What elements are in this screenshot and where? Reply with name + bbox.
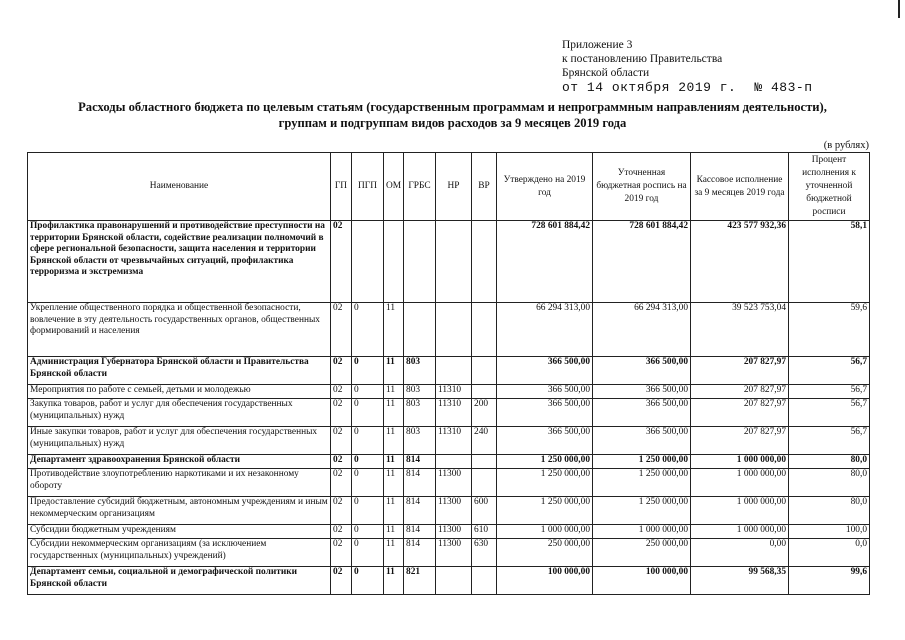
grbs-cell: 814 [404, 455, 436, 469]
percent-cell: 0,0 [789, 539, 870, 567]
grbs-cell: 803 [404, 385, 436, 399]
title-line-1: Расходы областного бюджета по целевым статьям (государственным программам и непрограммным направлениям деятельности), [78, 100, 827, 114]
table-row [28, 303, 870, 357]
header-percent: Процент исполнения к уточненной бюджетной росписи [789, 153, 870, 221]
gp-cell: 02 [331, 357, 352, 385]
vr-cell: 610 [472, 525, 497, 539]
ppgp-cell: 0 [352, 567, 384, 595]
np-cell: 11300 [436, 525, 472, 539]
np-cell: 11310 [436, 385, 472, 399]
name-cell: Закупка товаров, работ и услуг для обеспечения государственных (муниципальных) нужд [28, 399, 331, 427]
table-row [28, 539, 870, 567]
revised-cell: 366 500,00 [593, 399, 691, 427]
header-cash: Кассовое исполнение за 9 месяцев 2019 года [691, 153, 789, 221]
table-row [28, 567, 870, 595]
percent-cell: 59,6 [789, 303, 870, 357]
appendix-date-line [562, 81, 813, 95]
vr-cell: 630 [472, 539, 497, 567]
vr-cell [472, 567, 497, 595]
table-row [28, 221, 870, 303]
grbs-cell: 821 [404, 567, 436, 595]
budget-table [27, 152, 870, 595]
gp-cell: 02 [331, 455, 352, 469]
header-ppgp: ПГП [352, 153, 384, 221]
number-value: 483-п [770, 80, 813, 95]
units-label: (в рублях) [823, 140, 869, 151]
approved-cell: 66 294 313,00 [497, 303, 593, 357]
cash-cell: 0,00 [691, 539, 789, 567]
header-name: Наименование [28, 153, 331, 221]
om-cell: 11 [384, 497, 404, 525]
appendix-line-1: Приложение 3 [562, 39, 633, 51]
grbs-cell: 803 [404, 399, 436, 427]
percent-cell: 56,7 [789, 399, 870, 427]
table-row [28, 525, 870, 539]
table-row [28, 497, 870, 525]
om-cell [384, 221, 404, 303]
approved-cell: 1 250 000,00 [497, 455, 593, 469]
ppgp-cell: 0 [352, 525, 384, 539]
percent-cell: 100,0 [789, 525, 870, 539]
approved-cell: 366 500,00 [497, 399, 593, 427]
cash-cell: 207 827,97 [691, 399, 789, 427]
appendix-block [562, 38, 813, 95]
vr-cell [472, 469, 497, 497]
gp-cell: 02 [331, 497, 352, 525]
om-cell: 11 [384, 567, 404, 595]
header-vr: ВР [472, 153, 497, 221]
percent-cell: 58,1 [789, 221, 870, 303]
np-cell: 11310 [436, 399, 472, 427]
table-row [28, 385, 870, 399]
approved-cell: 366 500,00 [497, 357, 593, 385]
table-header-row [28, 153, 870, 221]
revised-cell: 250 000,00 [593, 539, 691, 567]
cash-cell: 1 000 000,00 [691, 525, 789, 539]
cash-cell: 1 000 000,00 [691, 455, 789, 469]
ppgp-cell: 0 [352, 399, 384, 427]
np-cell [436, 567, 472, 595]
header-approved: Утверждено на 2019 год [497, 153, 593, 221]
number-prefix: № [754, 80, 763, 95]
grbs-cell: 814 [404, 497, 436, 525]
approved-cell: 1 250 000,00 [497, 497, 593, 525]
gp-cell: 02 [331, 303, 352, 357]
vr-cell [472, 357, 497, 385]
name-cell: Департамент семьи, социальной и демографической политики Брянской области [28, 567, 331, 595]
table-row [28, 427, 870, 455]
revised-cell: 1 250 000,00 [593, 469, 691, 497]
ppgp-cell: 0 [352, 539, 384, 567]
vr-cell [472, 303, 497, 357]
header-revised: Уточненная бюджетная роспись на 2019 год [593, 153, 691, 221]
revised-cell: 1 250 000,00 [593, 497, 691, 525]
table-row [28, 455, 870, 469]
name-cell: Иные закупки товаров, работ и услуг для обеспечения государственных (муниципальных) нужд [28, 427, 331, 455]
vr-cell [472, 221, 497, 303]
gp-cell: 02 [331, 525, 352, 539]
approved-cell: 366 500,00 [497, 427, 593, 455]
gp-cell: 02 [331, 385, 352, 399]
name-cell: Департамент здравоохранения Брянской области [28, 455, 331, 469]
gp-cell: 02 [331, 427, 352, 455]
date-value: 14 октября 2019 г. [586, 80, 737, 95]
name-cell: Администрация Губернатора Брянской области и Правительства Брянской области [28, 357, 331, 385]
percent-cell: 80,0 [789, 469, 870, 497]
gp-cell: 02 [331, 469, 352, 497]
grbs-cell: 803 [404, 357, 436, 385]
percent-cell: 56,7 [789, 357, 870, 385]
grbs-cell [404, 303, 436, 357]
name-cell: Субсидии некоммерческим организациям (за исключением государственных (муниципальных) учреждений) [28, 539, 331, 567]
gp-cell: 02 [331, 399, 352, 427]
np-cell: 11310 [436, 427, 472, 455]
grbs-cell: 814 [404, 469, 436, 497]
header-gp: ГП [331, 153, 352, 221]
revised-cell: 66 294 313,00 [593, 303, 691, 357]
grbs-cell: 803 [404, 427, 436, 455]
grbs-cell: 814 [404, 525, 436, 539]
cash-cell: 207 827,97 [691, 357, 789, 385]
name-cell: Мероприятия по работе с семьей, детьми и молодежью [28, 385, 331, 399]
cash-cell: 207 827,97 [691, 385, 789, 399]
om-cell: 11 [384, 399, 404, 427]
revised-cell: 1 000 000,00 [593, 525, 691, 539]
ppgp-cell: 0 [352, 303, 384, 357]
cash-cell: 423 577 932,36 [691, 221, 789, 303]
percent-cell: 80,0 [789, 455, 870, 469]
np-cell [436, 455, 472, 469]
name-cell: Предоставление субсидий бюджетным, автономным учреждениям и иным некоммерческим организациям [28, 497, 331, 525]
approved-cell: 250 000,00 [497, 539, 593, 567]
header-grbs: ГРБС [404, 153, 436, 221]
ppgp-cell: 0 [352, 455, 384, 469]
header-om: ОМ [384, 153, 404, 221]
gp-cell: 02 [331, 221, 352, 303]
table-row [28, 469, 870, 497]
om-cell: 11 [384, 525, 404, 539]
margin-mark [898, 0, 900, 18]
approved-cell: 728 601 884,42 [497, 221, 593, 303]
grbs-cell [404, 221, 436, 303]
np-cell [436, 303, 472, 357]
om-cell: 11 [384, 357, 404, 385]
vr-cell: 240 [472, 427, 497, 455]
om-cell: 11 [384, 427, 404, 455]
om-cell: 11 [384, 455, 404, 469]
table-body [28, 221, 870, 595]
revised-cell: 366 500,00 [593, 385, 691, 399]
vr-cell: 600 [472, 497, 497, 525]
percent-cell: 56,7 [789, 427, 870, 455]
ppgp-cell [352, 221, 384, 303]
percent-cell: 80,0 [789, 497, 870, 525]
vr-cell [472, 385, 497, 399]
ppgp-cell: 0 [352, 427, 384, 455]
appendix-line-3: Брянской области [562, 67, 650, 79]
revised-cell: 100 000,00 [593, 567, 691, 595]
vr-cell: 200 [472, 399, 497, 427]
name-cell: Субсидии бюджетным учреждениям [28, 525, 331, 539]
title-line-2: группам и подгруппам видов расходов за 9 месяцев 2019 года [278, 116, 627, 130]
name-cell: Профилактика правонарушений и противодействие преступности на территории Брянской области, содействие реализации полномочий в сфере региональной безопасности, защита населения и территории Брянской области от чрезвычайных ситуаций, профилактика терроризма и экстремизма [28, 221, 331, 303]
percent-cell: 99,6 [789, 567, 870, 595]
om-cell: 11 [384, 303, 404, 357]
name-cell: Укрепление общественного порядка и общественной безопасности, вовлечение в эту деятельность государственных органов, общественных формирований и населения [28, 303, 331, 357]
ppgp-cell: 0 [352, 497, 384, 525]
om-cell: 11 [384, 469, 404, 497]
table-row [28, 357, 870, 385]
approved-cell: 1 000 000,00 [497, 525, 593, 539]
gp-cell: 02 [331, 539, 352, 567]
np-cell [436, 357, 472, 385]
percent-cell: 56,7 [789, 385, 870, 399]
grbs-cell: 814 [404, 539, 436, 567]
name-cell: Противодействие злоупотреблению наркотиками и их незаконному обороту [28, 469, 331, 497]
np-cell: 11300 [436, 497, 472, 525]
date-prefix: от [562, 80, 579, 95]
ppgp-cell: 0 [352, 469, 384, 497]
approved-cell: 366 500,00 [497, 385, 593, 399]
cash-cell: 99 568,35 [691, 567, 789, 595]
approved-cell: 100 000,00 [497, 567, 593, 595]
appendix-line-2: к постановлению Правительства [562, 53, 723, 65]
vr-cell [472, 455, 497, 469]
gp-cell: 02 [331, 567, 352, 595]
approved-cell: 1 250 000,00 [497, 469, 593, 497]
table-row [28, 399, 870, 427]
om-cell: 11 [384, 385, 404, 399]
revised-cell: 366 500,00 [593, 357, 691, 385]
cash-cell: 1 000 000,00 [691, 469, 789, 497]
revised-cell: 1 250 000,00 [593, 455, 691, 469]
document-title [20, 99, 885, 131]
cash-cell: 1 000 000,00 [691, 497, 789, 525]
np-cell: 11300 [436, 539, 472, 567]
cash-cell: 39 523 753,04 [691, 303, 789, 357]
cash-cell: 207 827,97 [691, 427, 789, 455]
om-cell: 11 [384, 539, 404, 567]
np-cell [436, 221, 472, 303]
header-np: НР [436, 153, 472, 221]
ppgp-cell: 0 [352, 385, 384, 399]
revised-cell: 728 601 884,42 [593, 221, 691, 303]
revised-cell: 366 500,00 [593, 427, 691, 455]
ppgp-cell: 0 [352, 357, 384, 385]
np-cell: 11300 [436, 469, 472, 497]
